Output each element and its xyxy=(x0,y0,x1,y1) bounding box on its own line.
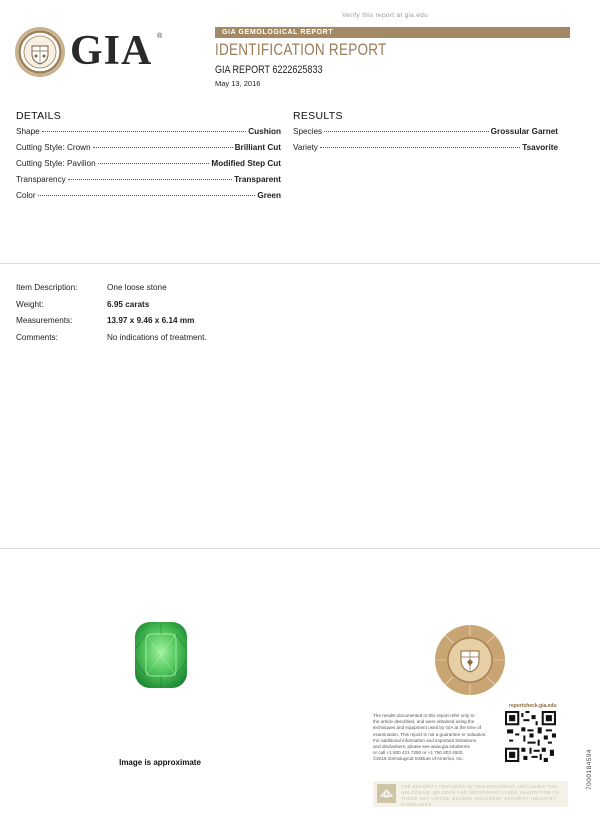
gia-logo-text: GIA xyxy=(70,28,153,74)
detail-value: Green xyxy=(257,191,281,200)
registered-mark: ® xyxy=(157,33,163,40)
result-label: Variety xyxy=(293,143,318,152)
security-notice: THE SECURITY FEATURES IN THIS DOCUMENT, INCLUDING THE HOLOGRAM, QR CODE AND MICROPRINT LINES, IN ADDITION TO THOSE NOT LISTED, EXCEED DOCUMENT SECURITY INDUSTRY GUIDELINES. xyxy=(401,784,560,808)
desc-label: Measurements: xyxy=(16,316,73,325)
detail-value: Cushion xyxy=(248,127,281,136)
result-row-species xyxy=(293,127,558,143)
detail-row-crown xyxy=(16,143,281,159)
hologram-icon xyxy=(377,784,396,803)
detail-row-color xyxy=(16,191,281,207)
detail-label: Color xyxy=(16,191,36,200)
result-value: Grossular Garnet xyxy=(490,127,558,136)
detail-row-shape xyxy=(16,127,281,143)
qr-code-icon[interactable] xyxy=(505,711,556,762)
gia-seal-icon xyxy=(434,624,506,696)
desc-value: 13.97 x 9.46 x 6.14 mm xyxy=(107,316,195,325)
gia-logo-emblem-icon xyxy=(14,26,66,78)
details-list xyxy=(16,127,281,207)
report-number: GIA REPORT 6222625833 xyxy=(215,64,323,76)
desc-label: Item Description: xyxy=(16,283,78,292)
detail-row-transparency xyxy=(16,175,281,191)
section-divider xyxy=(0,263,600,264)
detail-value: Transparent xyxy=(234,175,281,184)
report-date: May 13, 2016 xyxy=(215,79,261,88)
desc-value: 6.95 carats xyxy=(107,299,150,309)
desc-label: Comments: xyxy=(16,332,58,342)
details-title: DETAILS xyxy=(16,110,62,122)
report-type-label: GIA GEMOLOGICAL REPORT xyxy=(222,28,334,36)
results-title: RESULTS xyxy=(293,110,343,122)
desc-value: No indications of treatment. xyxy=(107,332,207,342)
gemstone-image xyxy=(133,620,189,690)
description-list xyxy=(16,283,207,349)
image-caption: Image is approximate xyxy=(119,758,201,767)
report-check-link[interactable]: reportcheck.gia.edu xyxy=(509,703,557,709)
disclaimer-text: The results documented in this report refer only to the article described, and were obtained using the techniques and equipment used by GIA at the time of examination. This report is not a guarantee or valuation. For additional information and important limitations and disclaimers, please see www.gia.edu/terms or call +1 800 421 7250 or +1 760 603 4500. ©2015 Gemological Institute of America, Inc. xyxy=(373,713,487,762)
detail-row-pavilion xyxy=(16,159,281,175)
result-label: Species xyxy=(293,127,323,136)
detail-value: Modified Step Cut xyxy=(211,159,281,168)
desc-row-item xyxy=(16,283,207,300)
detail-label: Transparency xyxy=(16,175,66,184)
section-divider xyxy=(0,548,600,549)
result-row-variety xyxy=(293,143,558,159)
desc-row-comments xyxy=(16,333,207,350)
desc-value: One loose stone xyxy=(107,283,167,292)
desc-label: Weight: xyxy=(16,299,44,309)
detail-label: Cutting Style: Crown xyxy=(16,143,91,152)
detail-label: Shape xyxy=(16,127,40,136)
desc-row-measurements xyxy=(16,316,207,333)
report-title: IDENTIFICATION REPORT xyxy=(215,41,387,59)
desc-row-weight xyxy=(16,300,207,317)
verify-text: Verify this report at gia.edu xyxy=(341,12,429,19)
results-list xyxy=(293,127,558,159)
serial-number: 7000184594 xyxy=(586,748,593,790)
result-value: Tsavorite xyxy=(522,143,558,152)
detail-label: Cutting Style: Pavilion xyxy=(16,159,96,168)
detail-value: Brilliant Cut xyxy=(234,143,281,152)
